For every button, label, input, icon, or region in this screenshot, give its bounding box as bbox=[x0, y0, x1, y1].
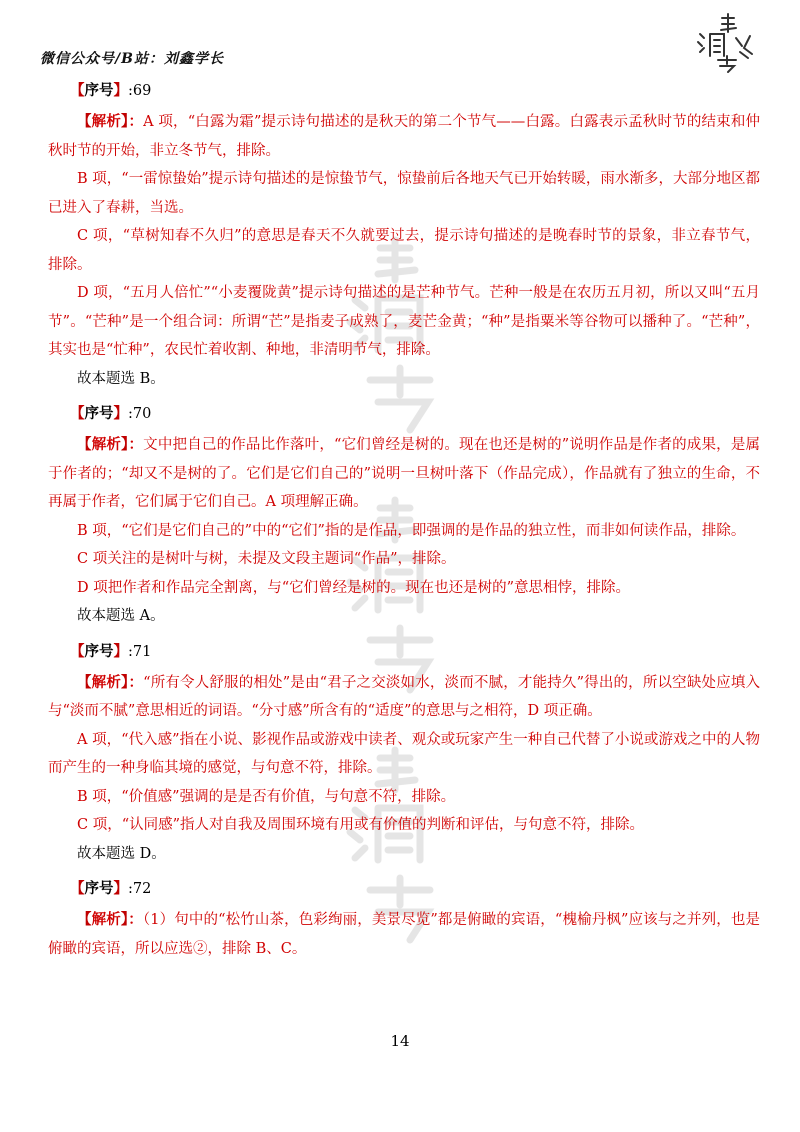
option-paragraph: C 项，“认同感”指人对自我及周围环境有用或有价值的判断和评估，与句意不符，排除。 bbox=[77, 817, 645, 833]
logo-mark bbox=[698, 14, 752, 72]
option-paragraph: C 项关注的是树叶与树，未提及文段主题词“作品”，排除。 bbox=[77, 551, 456, 567]
section-72 bbox=[48, 876, 760, 963]
seq-heading: 【序号】:71 bbox=[70, 642, 152, 660]
section-71 bbox=[48, 639, 760, 869]
analysis-paragraph: 【解析】：“所有令人舒服的相处”是由“君子之交淡如水，淡而不腻，才能持久”得出的，所以空缺处应填入与“淡而不腻”意思相近的词语。“分寸感”所含有的“适度”的意思与之相符，D 项正确。 bbox=[48, 673, 761, 719]
option-paragraph: B 项，“价值感”强调的是是否有价值，与句意不符，排除。 bbox=[77, 788, 456, 805]
option-paragraph: D 项，“五月人倍忙”“小麦覆陇黄”提示诗句描述的是芒种节气。芒种一般是在农历五月初，所以又叫“五月节”。“芒种”是一个组合词：所谓“芒”是指麦子成熟了，麦芒金黄；“种”是指粟米等谷物可以播种了。“芒种”，其实也是“忙种”，农民忙着收割、种地，非清明节气，排除。 bbox=[48, 285, 760, 358]
seq-heading: 【序号】:72 bbox=[70, 880, 152, 897]
seq-heading: 【序号】:69 bbox=[70, 82, 152, 99]
option-paragraph: A 项，“代入感”指在小说、影视作品或游戏中读者、观众或玩家产生一种自己代替了小说或游戏之中的人物而产生的一种身临其境的感觉，与句意不符，排除。 bbox=[48, 731, 760, 776]
seq-number: :69 bbox=[128, 83, 152, 99]
section-69 bbox=[48, 78, 760, 393]
option-paragraph: C 项，“草树知春不久归”的意思是春天不久就要过去，提示诗句描述的是晚春时节的景象，非立春节气，排除。 bbox=[48, 228, 760, 273]
guanlan-logo bbox=[692, 8, 762, 74]
seq-number: :70 bbox=[128, 406, 152, 422]
analysis-paragraph: 【解析】：文中把自己的作品比作落叶，“它们曾经是树的。现在也还是树的”说明作品是作者的成果，是属于作者的；“却又不是树的了。它们是它们自己的”说明一旦树叶落下（作品完成），作品就有了独立的生命，不再属于作者，它们属于它们自己。A 项理解正确。 bbox=[48, 436, 761, 510]
conclusion: 故本题选 B。 bbox=[77, 370, 165, 387]
conclusion: 故本题选 D。 bbox=[77, 845, 166, 862]
seq-heading: 【序号】:70 bbox=[70, 405, 152, 422]
page-header: 微信公众号/B站：刘鑫学长 bbox=[40, 51, 224, 67]
seq-number: :71 bbox=[128, 643, 152, 660]
page-number: 14 bbox=[390, 1032, 410, 1050]
option-paragraph: B 项，“它们是它们自己的”中的“它们”指的是作品，即强调的是作品的独立性，而非如何读作品，排除。 bbox=[77, 522, 746, 539]
option-paragraph: D 项把作者和作品完全割离，与“它们曾经是树的。现在也还是树的”意思相悖，排除。 bbox=[77, 579, 631, 596]
seq-number: :72 bbox=[128, 881, 152, 897]
analysis-paragraph: 【解析】：A 项，“白露为霜”提示诗句描述的是秋天的第二个节气——白露。白露表示孟秋时节的结束和仲秋时节的开始，非立冬节气，排除。 bbox=[48, 113, 761, 159]
answer-content bbox=[48, 72, 760, 971]
section-70 bbox=[48, 401, 760, 631]
conclusion: 故本题选 A。 bbox=[77, 608, 165, 624]
option-paragraph: B 项，“一雷惊蛰始”提示诗句描述的是惊蛰节气，惊蛰前后各地天气已开始转暖，雨水渐多，大部分地区都已进入了春耕，当选。 bbox=[48, 171, 760, 216]
analysis-paragraph: 【解析】：（1）句中的“松竹山茶，色彩绚丽，美景尽览”都是俯瞰的宾语，“槐榆丹枫”应该与之并列，也是俯瞰的宾语，所以应选②，排除 B、C。 bbox=[48, 911, 760, 957]
